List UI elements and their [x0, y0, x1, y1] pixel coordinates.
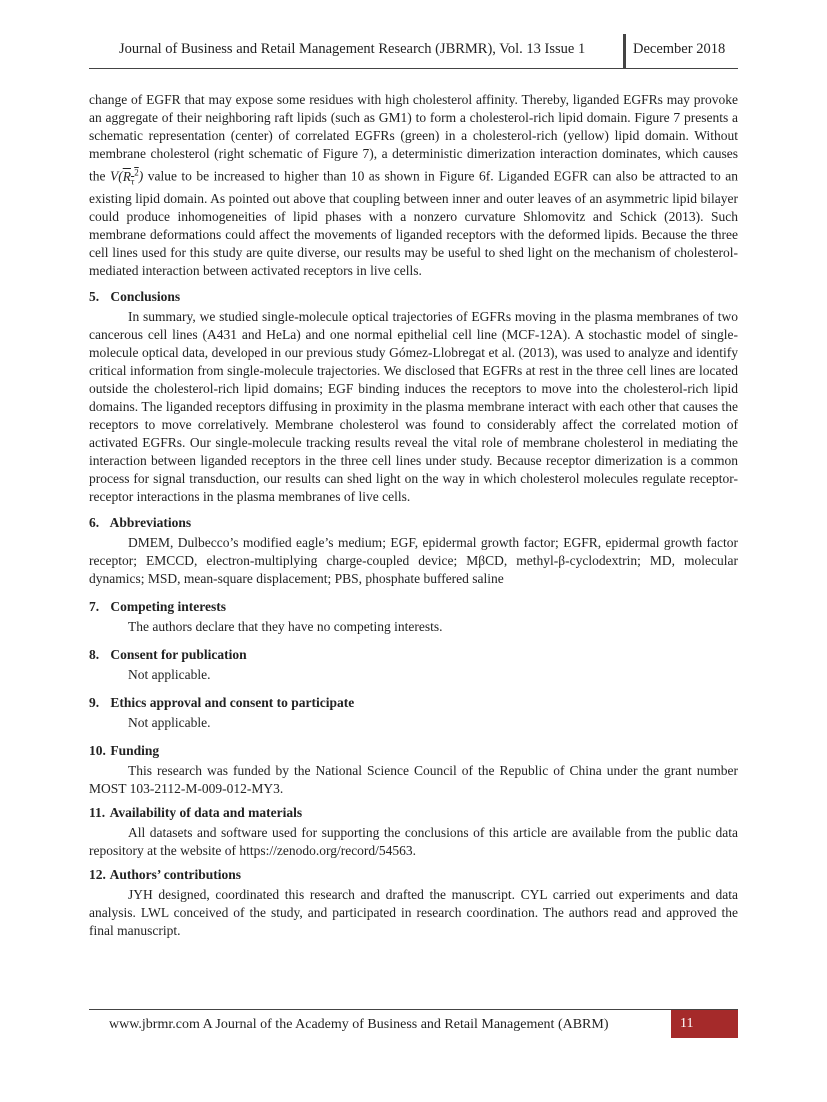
section-title: Abbreviations [109, 515, 192, 531]
header-divider [623, 34, 626, 68]
section-number: 7. [89, 599, 100, 615]
data-availability-paragraph: All datasets and software used for supporting the conclusions of this article are available from the public data repository at the website of https://zenodo.org/record/54563. [89, 825, 738, 859]
section-title: Funding [110, 743, 160, 759]
page-footer [89, 1009, 738, 1038]
formula-close: ) [138, 168, 144, 184]
intro-text-2: value to be increased to higher than 10 as shown in Figure 6f. Liganded EGFR can also be attracted to an existing lipid domain. As pointed out above that coupling between inner and outer leaves of an asymmetric lipid bilayer could produce inhomogeneities of lipid phases with a nonzero curvature Shlomovitz and Schick (2013). Such membrane deformations could affect the movements of liganded receptors with the deformed lipids. Because the three cell lines used for this study are quite diverse, our results may be useful to shed light on the mechanism of cholesterol-mediated interaction between activated receptors in live cells. [89, 168, 738, 279]
consent-paragraph: Not applicable. [128, 667, 211, 683]
section-heading-funding [89, 742, 738, 760]
article-body [89, 91, 738, 940]
section-number: 10. [89, 743, 106, 759]
abbreviations-paragraph: DMEM, Dulbecco’s modified eagle’s medium; EGF, epidermal growth factor; EGFR, epidermal growth factor receptor; EMCCD, electron-multiplying charge-coupled device; MβCD, methyl-β-cyclodextrin; MD, molecular dynamics; MSD, mean-square displacement; PBS, phosphate buffered saline [89, 535, 738, 587]
section-number: 11. [89, 805, 106, 821]
issue-date: December 2018 [633, 41, 726, 57]
journal-title: Journal of Business and Retail Management Research (JBRMR), Vol. 13 Issue 1 [119, 41, 586, 57]
formula-r: R [122, 168, 131, 184]
section-heading-conclusions [89, 288, 738, 306]
author-contributions-paragraph: JYH designed, coordinated this research and drafted the manuscript. CYL carried out experiments and data analysis. LWL conceived of the study, and participated in research coordination. The authors read and approved the final manuscript. [89, 887, 738, 939]
formula-v: V( [109, 168, 123, 184]
section-number: 12. [89, 867, 106, 883]
competing-interests-paragraph: The authors declare that they have no competing interests. [128, 619, 443, 635]
section-heading-consent [89, 646, 738, 664]
formula-r-bar [122, 167, 139, 187]
section-heading-data-availability [89, 804, 738, 822]
variance-formula [109, 167, 144, 187]
funding-paragraph: This research was funded by the National Science Council of the Republic of China under the grant number MOST 103-2112-M-009-012-MY3. [89, 763, 738, 797]
section-number: 6. [89, 515, 100, 531]
section-title: Authors’ contributions [109, 867, 242, 883]
section-title: Consent for publication [110, 647, 247, 663]
section-heading-abbreviations [89, 514, 738, 532]
section-heading-author-contributions [89, 866, 738, 884]
conclusions-paragraph: In summary, we studied single-molecule optical trajectories of EGFRs moving in the plasma membranes of two cancerous cell lines (A431 and HeLa) and one normal epithelial cell line (MCF-12A). A stochastic model of single-molecule optical data, developed in our previous study Gómez-Llobregat et al. (2013), was used to analyze and identify critical information from single-molecule trajectories. We disclosed that EGFRs at rest in the three cell lines are located outside the cholesterol-rich lipid domains; EGF binding induces the receptors to move into the cholesterol-rich lipid domains. The liganded receptors diffusing in proximity in the plasma membrane interact with each other that causes the receptors to move correlatively. Membrane cholesterol was found to considerably affect the correlated motion of activated EGFRs. Our single-molecule tracking results reveal the vital role of membrane cholesterol in mediating the interaction between liganded receptors in the three cell lines under study. Because receptor dimerization is a common process for signal transduction, our results can shed light on the way in which cholesterol molecules regulate receptor-receptor interactions in the plasma membranes of live cells. [89, 309, 738, 505]
formula-sub: τ [130, 176, 135, 187]
footer-journal-text: www.jbrmr.com A Journal of the Academy of Business and Retail Management (ABRM) [109, 1017, 609, 1032]
formula-sup: 2 [134, 167, 139, 177]
section-title: Conclusions [110, 289, 181, 305]
section-title: Ethics approval and consent to participate [110, 695, 355, 711]
section-heading-competing-interests [89, 598, 738, 616]
intro-paragraph [89, 91, 738, 280]
section-title: Competing interests [110, 599, 226, 615]
section-number: 5. [89, 289, 100, 305]
section-number: 8. [89, 647, 100, 663]
intro-text-1: change of EGFR that may expose some residues with high cholesterol affinity. Thereby, liganded EGFRs may provoke an aggregate of their neighboring raft lipids (such as GM1) to form a cholesterol-rich lipid domain. Figure 7 presents a schematic representation (center) of correlated EGFRs (green) in a cholesterol-rich (yellow) lipid domain. Without membrane cholesterol (right schematic of Figure 7), a deterministic dimerization interaction dominates, which causes the [89, 92, 738, 184]
section-heading-ethics [89, 694, 738, 712]
page-header [89, 34, 738, 69]
section-title: Availability of data and materials [109, 805, 303, 821]
ethics-paragraph: Not applicable. [128, 715, 211, 731]
section-number: 9. [89, 695, 100, 711]
page-number: 11 [680, 1016, 694, 1031]
page-number-badge [671, 1010, 738, 1038]
